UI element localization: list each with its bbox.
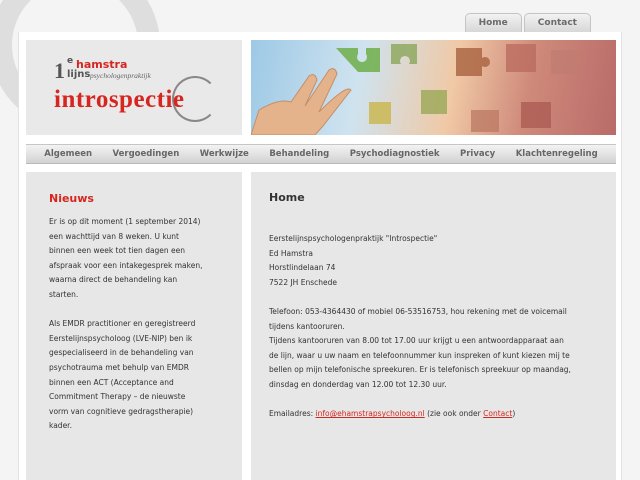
tab-home[interactable]: Home — [465, 13, 522, 33]
nav-psychodiagnostiek[interactable]: Psychodiagnostiek — [349, 149, 440, 159]
email-info — [269, 407, 598, 422]
nav-vergoedingen[interactable]: Vergoedingen — [112, 149, 180, 159]
news-paragraph — [49, 215, 220, 303]
hand-shape — [251, 69, 351, 135]
text-line: Telefoon: 053-4364430 of mobiel 06-53516753, hou rekening met de voicemail — [269, 306, 567, 316]
text-line: dinsdag en donderdag van 12.00 tot 12.30 uur. — [269, 379, 447, 389]
text-line: binnen een ACT (Acceptance and — [49, 377, 174, 387]
text-line: de lijn, waar u uw naam en telefoonnummer kun inspreken of kunt kiezen mij te — [269, 350, 570, 360]
logo-brand: introspectie — [54, 86, 185, 113]
puzzle-piece — [506, 44, 536, 72]
tab-contact[interactable]: Contact — [524, 13, 591, 33]
text-line: afspraak voor een intakegesprek maken, — [49, 260, 203, 270]
text-line: Er is op dit moment (1 september 2014) — [49, 217, 201, 226]
puzzle-piece — [336, 48, 380, 72]
text-line: kader. — [49, 421, 72, 431]
text-line: starten. — [49, 289, 79, 299]
text-line: bellen op mijn telefonische spreekuren. Er is telefonisch spreekuur op maandag, — [269, 365, 571, 375]
main-nav — [26, 144, 616, 164]
nav-algemeen[interactable]: Algemeen — [44, 149, 93, 159]
email-suffix: (zie ook onder — [424, 409, 484, 419]
puzzle-piece — [391, 44, 417, 64]
email-link[interactable]: info@ehamstrapsycholoog.nl — [315, 409, 425, 419]
text-line: vorm van cognitieve gedragstherapie) — [49, 406, 194, 416]
nav-werkwijze[interactable]: Werkwijze — [199, 149, 249, 159]
text-line: binnen een week tot tien dagen een — [49, 246, 186, 256]
nav-behandeling[interactable]: Behandeling — [269, 149, 330, 159]
email-end: ) — [512, 409, 516, 419]
puzzle-piece — [421, 90, 447, 114]
puzzle-piece — [521, 102, 551, 128]
news-title: Nieuws — [49, 192, 94, 205]
logo-name: hamstra — [76, 58, 128, 71]
phone-info — [269, 305, 598, 393]
logo-number: 1 — [54, 58, 65, 83]
header-banner-image — [251, 40, 616, 135]
logo-superscript: e — [67, 56, 74, 66]
news-paragraph — [49, 317, 220, 434]
puzzle-piece — [471, 110, 499, 132]
text-line: Eerstelijnspsycholoog (LVE-NIP) ben ik — [49, 333, 193, 343]
banner-illustration — [251, 40, 616, 135]
logo[interactable] — [26, 40, 242, 135]
address-line: Eerstelijnspsychologenpraktijk "Introspectie" — [269, 234, 438, 243]
address-block — [269, 232, 598, 290]
contact-link[interactable]: Contact — [483, 409, 513, 419]
top-tabs — [465, 13, 591, 33]
page-title: Home — [269, 191, 305, 204]
text-line: Tijdens kantooruren van 8.00 tot 17.00 uur krijgt u een antwoordapparaat aan — [269, 336, 564, 346]
nav-klachtenregeling[interactable]: Klachtenregeling — [515, 149, 598, 159]
puzzle-piece — [456, 48, 490, 76]
news-sidebar — [26, 172, 242, 480]
text-line: Commitment Therapy – de nieuwste — [49, 392, 186, 402]
address-line: Ed Hamstra — [269, 248, 313, 258]
puzzle-piece — [551, 50, 581, 74]
address-line: 7522 JH Enschede — [269, 277, 337, 287]
logo-subtitle: psychologenpraktijk — [90, 71, 151, 80]
nav-privacy[interactable]: Privacy — [460, 149, 496, 159]
text-line: tijdens kantooruren. — [269, 321, 345, 331]
main-content — [251, 172, 616, 480]
email-label: Emailadres: — [269, 409, 316, 419]
text-line: psychotrauma met behulp van EMDR — [49, 362, 189, 372]
puzzle-piece — [369, 102, 391, 124]
logo-lijns: lijns — [67, 69, 91, 80]
text-line: Als EMDR practitioner en geregistreerd — [49, 319, 196, 329]
text-line: gespecialiseerd in de behandeling van — [49, 348, 194, 358]
text-line: waarna direct de behandeling kan — [49, 275, 178, 285]
address-line: Horstlindelaan 74 — [269, 263, 336, 273]
text-line: een wachttijd van 8 weken. U kunt — [49, 231, 179, 241]
